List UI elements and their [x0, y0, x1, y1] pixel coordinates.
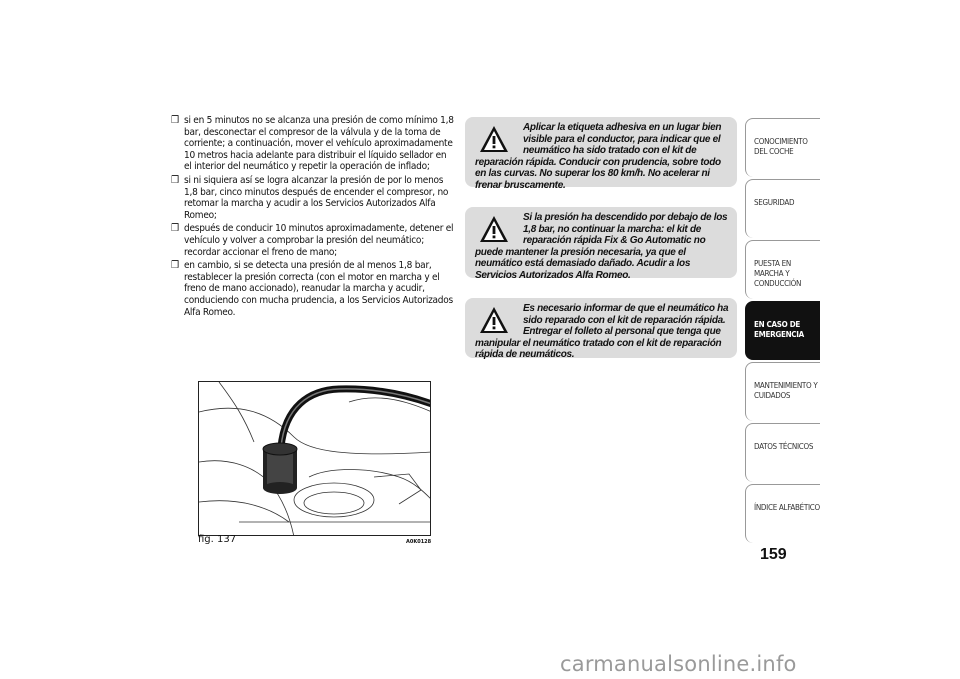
sidebar-tab-seguridad[interactable]: SEGURIDAD	[745, 179, 820, 238]
bullet-text: en cambio, si se detecta una presión de al menos 1,8 bar, restablecer la presión correcta (con el motor en marcha y el freno de mano accionado), reanudar la marcha y acudir, conduciendo con mucha prudencia, a los Servicios Autorizados Alfa Romeo.	[184, 260, 453, 318]
bullet-mark: ❒	[171, 223, 179, 235]
sidebar-tab-emergencia[interactable]: EN CASO DE EMERGENCIA	[745, 301, 820, 360]
warning-text: Es necesario informar de que el neumático ha sido reparado con el kit de reparación rápida. Entregar el folleto al personal que tenga que manipular el neumático tratado con el kit de reparación rápida de neumáticos.	[475, 303, 729, 360]
bullet-text: si ni siquiera así se logra alcanzar la presión de por lo menos 1,8 bar, cinco minutos después de encender el compresor, no retomar la marcha y acudir a los Servicios Autorizados Alfa Romeo;	[184, 174, 449, 221]
figure-code: A0K0128	[406, 539, 432, 545]
sidebar-tab-puesta-en-marcha[interactable]: PUESTA EN MARCHA Y CONDUCCIÓN	[745, 240, 820, 299]
watermark: carmanualsonline.info	[560, 652, 797, 676]
bullet-item	[171, 260, 456, 318]
compressor-plug-illustration	[199, 382, 431, 536]
warning-triangle-icon	[479, 124, 509, 154]
bullet-mark: ❒	[171, 174, 179, 186]
figure-caption: fig. 137	[198, 534, 237, 545]
bullet-text: si en 5 minutos no se alcanza una presión de como mínimo 1,8 bar, desconectar el compresor de la válvula y de la toma de corriente; a continuación, mover el vehículo aproximadamente 10 metros hacia adelante para distribuir el líquido sellador en el interior del neumático y repetir la operación de inflado;	[184, 115, 454, 173]
warning-box	[465, 117, 737, 191]
warning-box	[465, 207, 737, 281]
sidebar-tab-conocimiento[interactable]: CONOCIMIENTO DEL COCHE	[745, 118, 820, 177]
figure-illustration	[198, 381, 431, 536]
bullet-item	[171, 175, 456, 221]
bullet-list	[171, 115, 456, 320]
page-number: 159	[760, 546, 787, 563]
warning-box	[465, 298, 737, 358]
bullet-text: después de conducir 10 minutos aproximadamente, detener el vehículo y volver a comprobar la presión del neumático; recordar accionar el freno de mano;	[184, 223, 454, 258]
warning-triangle-icon	[479, 214, 509, 244]
sidebar-tab-datos-tecnicos[interactable]: DATOS TÉCNICOS	[745, 423, 820, 482]
sidebar-tab-indice[interactable]: ÍNDICE ALFABÉTICO	[745, 484, 820, 543]
bullet-mark: ❒	[171, 260, 179, 272]
bullet-mark: ❒	[171, 115, 179, 126]
warning-text: Si la presión ha descendido por debajo de los 1,8 bar, no continuar la marcha: el kit de reparación rápida Fix & Go Automatic no puede mantener la presión necesaria, ya que el neumático está demasiado dañado. Acudir a los Servicios Autorizados Alfa Romeo.	[475, 212, 728, 281]
bullet-item	[171, 223, 456, 258]
warning-text: Aplicar la etiqueta adhesiva en un lugar bien visible para el conductor, para indicar que el neumático ha sido tratado con el kit de reparación rápida. Conducir con prudencia, sobre todo en las curvas. No superar los 80 km/h. No acelerar ni frenar bruscamente.	[475, 122, 722, 191]
chapter-sidebar	[745, 118, 820, 545]
sidebar-tab-mantenimiento[interactable]: MANTENIMIENTO Y CUIDADOS	[745, 362, 820, 421]
bullet-item	[171, 115, 456, 173]
warning-triangle-icon	[479, 305, 509, 335]
